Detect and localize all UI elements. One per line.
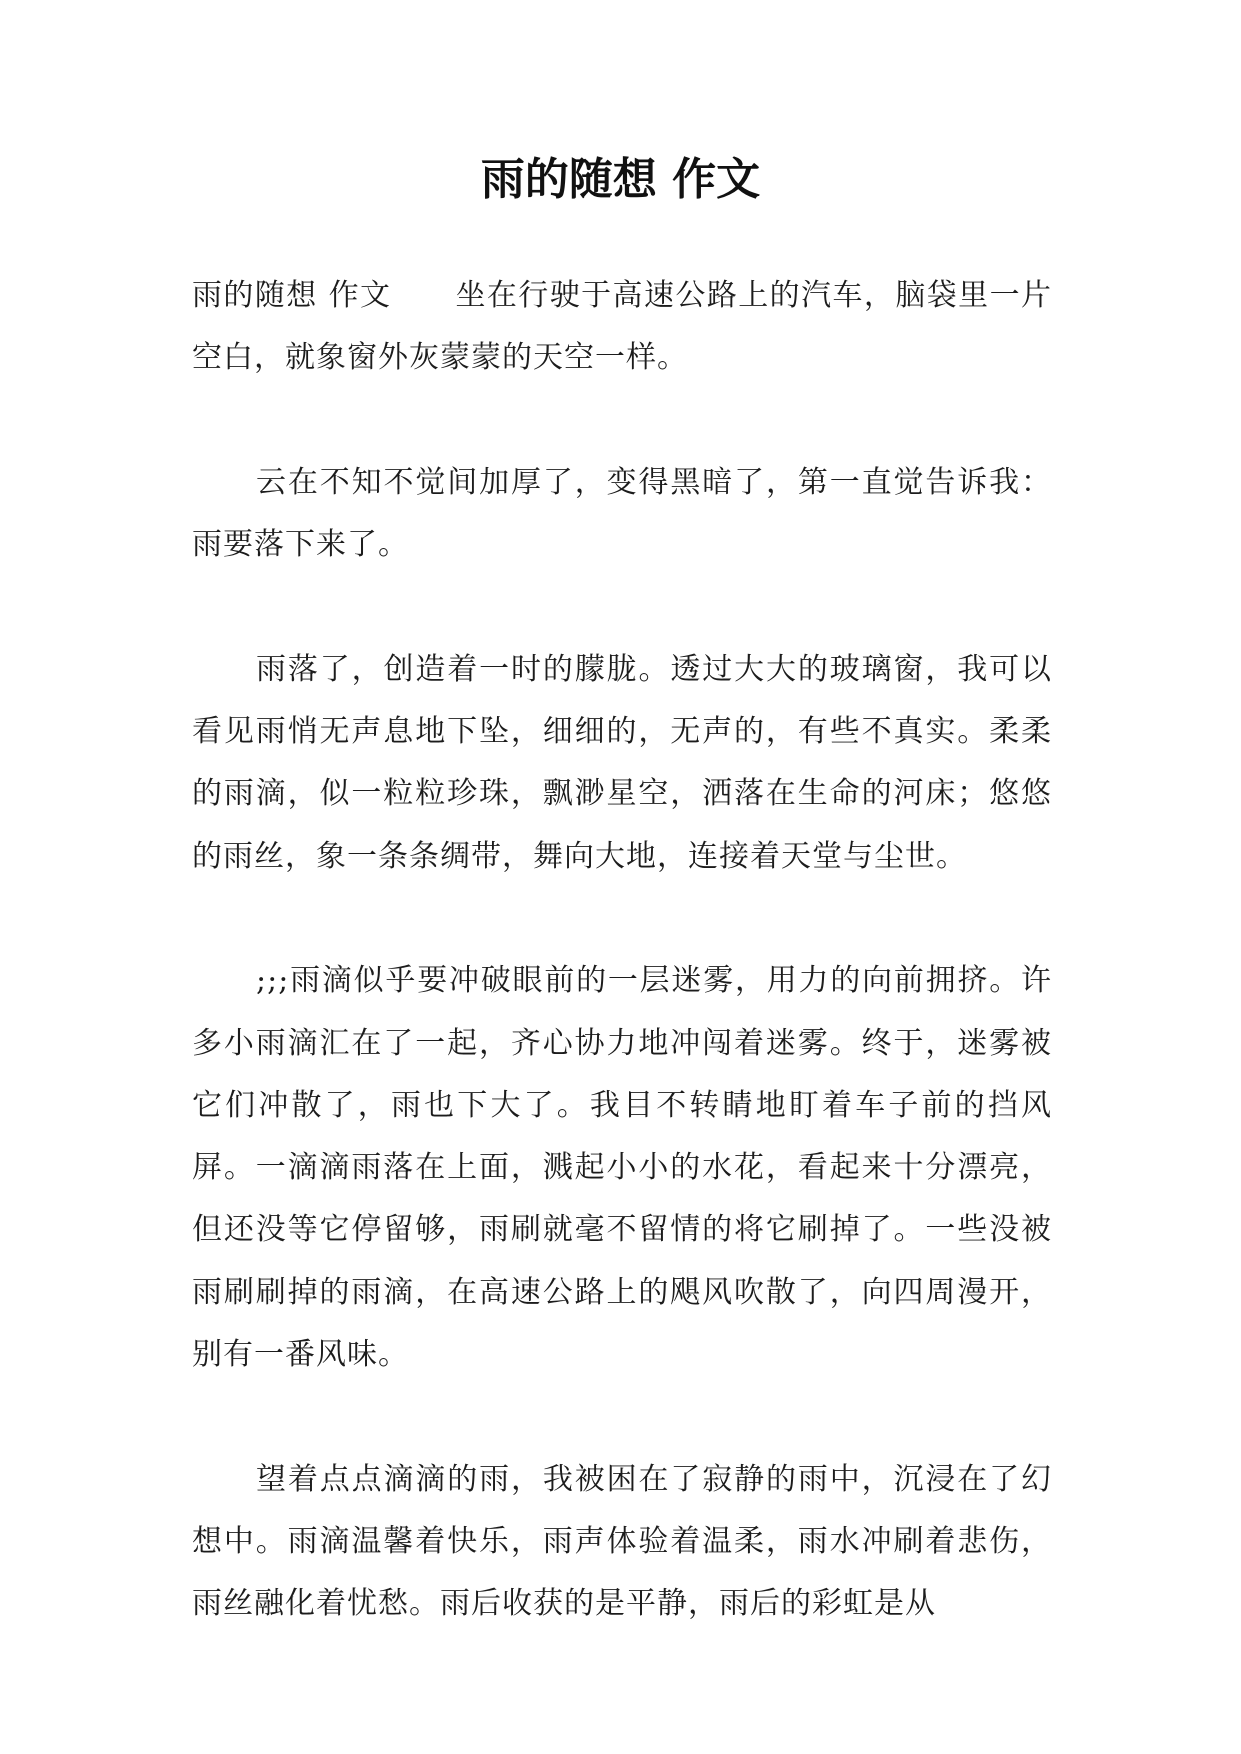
- intro-lead: 雨的随想 作文: [192, 278, 392, 313]
- paragraph-4: ;;;雨滴似乎要冲破眼前的一层迷雾，用力的向前拥挤。许多小雨滴汇在了一起，齐心协力地冲闯着迷雾。终于，迷雾被它们冲散了，雨也下大了。我目不转睛地盯着车子前的挡风屏。一滴滴雨落在上面，溅起小小的水花，看起来十分漂亮，但还没等它停留够，雨刷就毫不留情的将它刷掉了。一些没被雨刷刷掉的雨滴，在高速公路上的飓风吹散了，向四周漫开，别有一番风味。: [192, 963, 1052, 1373]
- document-title: 雨的随想 作文: [480, 154, 761, 205]
- paragraph-3: 雨落了，创造着一时的朦胧。透过大大的玻璃窗，我可以看见雨悄无声息地下坠，细细的，无声的，有些不真实。柔柔的雨滴，似一粒粒珍珠，飘渺星空，洒落在生命的河床；悠悠的雨丝，象一条条绸带，舞向大地，连接着天堂与尘世。: [192, 651, 1052, 874]
- paragraph-2: 云在不知不觉间加厚了，变得黑暗了，第一直觉告诉我：雨要落下来了。: [192, 464, 1052, 563]
- document-body: [192, 265, 1052, 1698]
- paragraph-1: [192, 265, 1052, 390]
- paragraph-1-text: 坐在行驶于高速公路上的汽车，脑袋里一片空白，就象窗外灰蒙蒙的天空一样。: [192, 278, 1052, 376]
- paragraph-5: 望着点点滴滴的雨，我被困在了寂静的雨中，沉浸在了幻想中。雨滴温馨着快乐，雨声体验着温柔，雨水冲刷着悲伤，雨丝融化着忧愁。雨后收获的是平静，雨后的彩虹是从: [192, 1461, 1052, 1622]
